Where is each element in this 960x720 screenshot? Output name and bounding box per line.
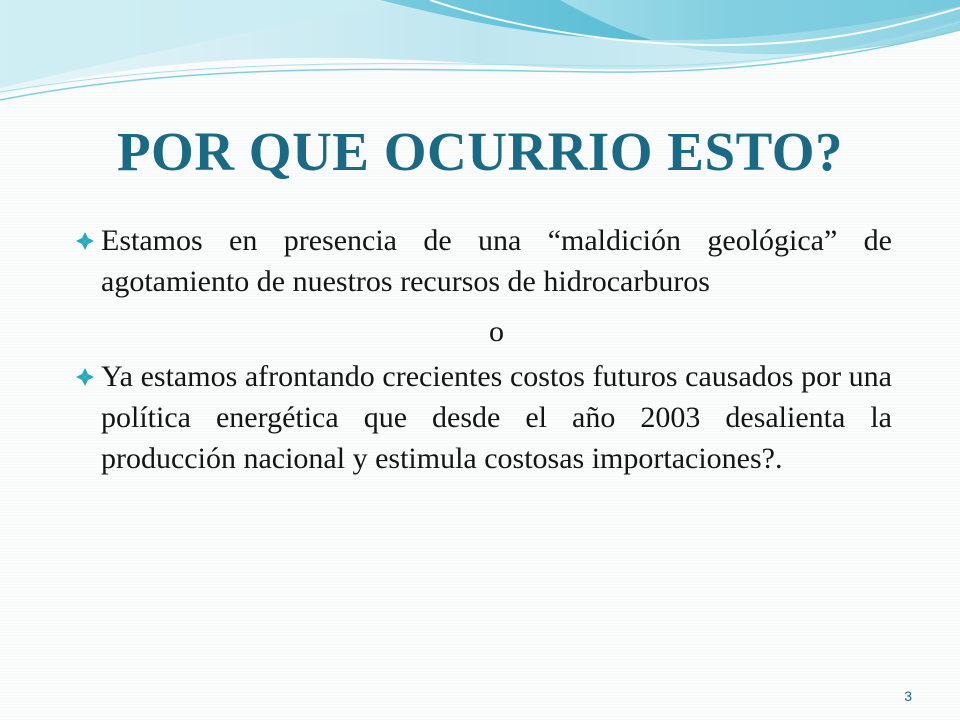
bullet-text: Estamos en presencia de una “maldición geológica” de agotamiento de nuestros recursos de hidrocarburos xyxy=(101,224,892,298)
separator-text: o xyxy=(489,315,504,348)
header-wave-decoration xyxy=(0,0,960,120)
slide-title: POR QUE OCURRIO ESTO? xyxy=(116,121,844,182)
slide-body xyxy=(72,220,892,479)
bullet-item xyxy=(72,356,892,479)
bullet-text: Ya estamos afrontando crecientes costos futuros causados por una política energética que desde el año 2003 desalienta la producción nacional y estimula costosas importaciones?. xyxy=(101,360,892,475)
bullet-item xyxy=(72,220,892,302)
diamond-bullet-icon xyxy=(76,368,94,386)
page-number: 3 xyxy=(904,688,912,704)
diamond-bullet-icon xyxy=(76,232,94,250)
